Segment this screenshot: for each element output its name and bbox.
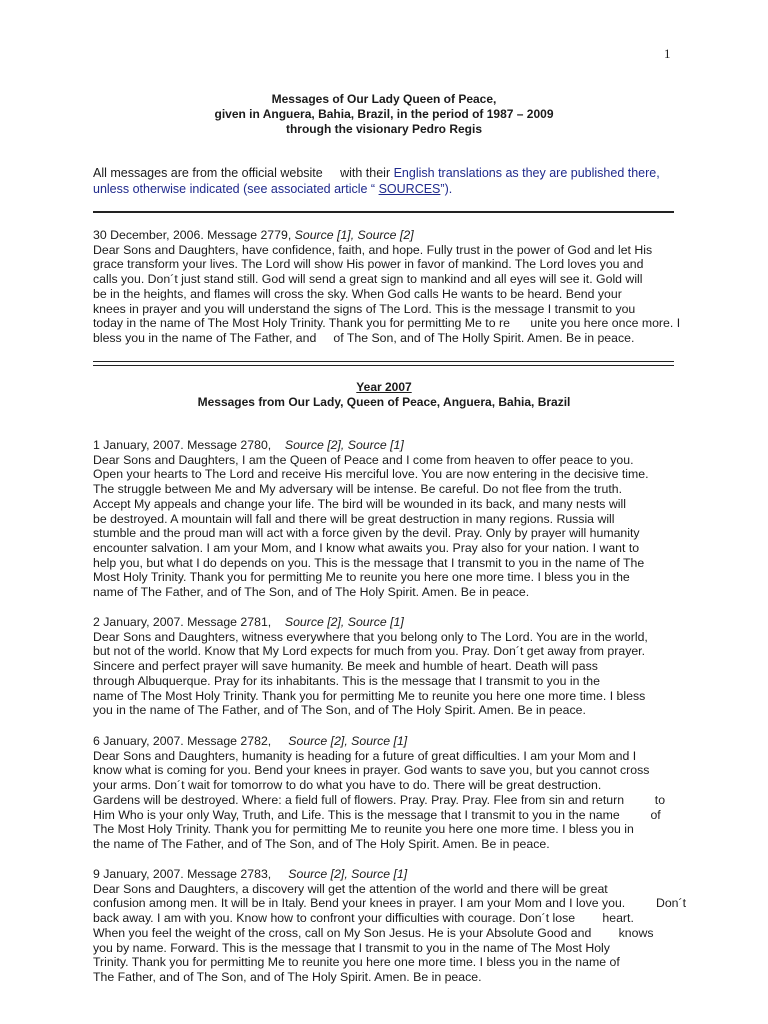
intro-text-1: All messages are from the official website with their (93, 166, 394, 180)
message-line: but not of the world. Know that My Lord expects for much from you. Pray. Don´t get away from prayer. (93, 644, 646, 659)
message-2781 (93, 615, 678, 718)
message-line: stumble and the proud man will act with a force given by the devil. Pray. Only by prayer will humanity (93, 526, 640, 541)
message-line: the name of The Father, and of The Son, and of The Holy Spirit. Amen. Be in peace. (93, 836, 550, 851)
message-line: The Father, and of The Son, and of The Holy Spirit. Amen. Be in peace. (93, 969, 482, 984)
divider-double (93, 361, 674, 366)
year-subtitle: Messages from Our Lady, Queen of Peace, Anguera, Bahia, Brazil (197, 395, 571, 409)
message-line: knees in prayer and you will understand the signs of The Lord. This is the message I transmit to you (93, 301, 636, 316)
message-line: Accept My appeals and change your life. The bird will be wounded in its back, and many nests will (93, 496, 626, 511)
message-date: 9 January, 2007. Message 2783, (93, 867, 289, 881)
title-line-1: Messages of Our Lady Queen of Peace, (271, 92, 497, 106)
intro-text-4: ”). (440, 182, 453, 196)
message-sources[interactable]: Source [1], Source [2] (294, 228, 414, 242)
message-line: help you, but what I do depends on you. This is the message that I transmit to you in the name of The (93, 555, 645, 570)
message-sources[interactable]: Source [2], Source [1] (288, 734, 408, 748)
message-line: today in the name of The Most Holy Trinity. Thank you for permitting Me to re unite you here once more. I (93, 316, 681, 331)
message-line: back away. I am with you. Know how to confront your difficulties with courage. Don´t lose heart. (93, 911, 634, 926)
message-line: Dear Sons and Daughters, a discovery will get the attention of the world and there will be great (93, 881, 608, 896)
message-line: confusion among men. It will be in Italy. Bend your knees in prayer. I am your Mom and I love you. Don´t (93, 896, 687, 911)
message-line: be in the heights, and flames will cross the sky. When God calls He wants to be heard. Bend your (93, 286, 622, 301)
message-line: calls you. Don´t just stand still. God will send a great sign to mankind and all eyes will see it. Gold will (93, 272, 643, 287)
message-2780 (93, 438, 678, 600)
message-2782 (93, 734, 678, 852)
message-line: When you feel the weight of the cross, call on My Son Jesus. He is your Absolute Good and knows (93, 925, 654, 940)
message-line: Most Holy Trinity. Thank you for permitting Me to reunite you here one more time. I bless you in the (93, 570, 630, 585)
message-line: Him Who is your only Way, Truth, and Life. This is the message that I transmit to you in the name of (93, 807, 661, 822)
message-header (93, 734, 678, 749)
message-header (93, 867, 678, 882)
message-line: name of The Most Holy Trinity. Thank you for permitting Me to reunite you here one more time. I bless (93, 688, 646, 703)
message-date: 1 January, 2007. Message 2780, (93, 438, 285, 452)
message-2783 (93, 867, 687, 985)
message-line: be destroyed. A mountain will fall and there will be great destruction in many regions. Russia will (93, 511, 615, 526)
message-line: grace transform your lives. The Lord will show His power in favor of mankind. The Lord loves you and (93, 257, 644, 272)
message-line: Gardens will be destroyed. Where: a field full of flowers. Pray. Pray. Pray. Flee from sin and return to (93, 792, 666, 807)
message-line: Dear Sons and Daughters, have confidence, faith, and hope. Fully trust in the power of God and let His (93, 242, 653, 257)
message-line: bless you in the name of The Father, and of The Son, and of The Holly Spirit. Amen. Be in peace. (93, 330, 635, 345)
message-line: The Most Holy Trinity. Thank you for permitting Me to reunite you here one more time. I bless you in (93, 822, 634, 837)
message-header (93, 228, 678, 243)
document-title (0, 92, 768, 137)
message-header (93, 615, 678, 630)
message-sources[interactable]: Source [2], Source [1] (288, 867, 408, 881)
message-line: Sincere and perfect prayer will save humanity. Be meek and humble of heart. Death will pass (93, 659, 598, 674)
message-line: The struggle between Me and My adversary will be intense. Be careful. Do not flee from the truth. (93, 482, 623, 497)
intro-text-2: English translations as they are published there, (393, 166, 660, 180)
message-date: 2 January, 2007. Message 2781, (93, 615, 285, 629)
message-line: encounter salvation. I am your Mom, and I know what awaits you. Pray also for your nation. I want to (93, 540, 640, 555)
page-number: 1 (664, 46, 671, 61)
message-line: through Albuquerque. Pray for its inhabitants. This is the message that I transmit to you in the (93, 673, 600, 688)
message-header (93, 438, 678, 453)
message-line: you by name. Forward. This is the message that I transmit to you in the name of The Most Holy (93, 940, 610, 955)
message-line: know what is coming for you. Bend your knees in prayer. God wants to save you, but you cannot cross (93, 763, 650, 778)
year-section-header (0, 380, 768, 410)
message-date: 30 December, 2006. Message 2779, (93, 228, 295, 242)
message-line: you in the name of The Father, and of The Son, and of The Holy Spirit. Amen. Be in peace. (93, 703, 586, 718)
sources-link[interactable]: SOURCES (378, 182, 441, 196)
message-2779 (93, 228, 681, 346)
year-heading: Year 2007 (356, 380, 412, 394)
message-line: Trinity. Thank you for permitting Me to reunite you here one more time. I bless you in the name of (93, 955, 620, 970)
divider-top (93, 211, 674, 213)
intro-paragraph (93, 165, 673, 197)
message-line: Dear Sons and Daughters, I am the Queen of Peace and I come from heaven to offer peace to you. (93, 452, 634, 467)
message-line: name of The Father, and of The Son, and of The Holy Spirit. Amen. Be in peace. (93, 585, 530, 600)
message-line: Dear Sons and Daughters, humanity is heading for a future of great difficulties. I am your Mom and I (93, 748, 637, 763)
title-line-2: given in Anguera, Bahia, Brazil, in the period of 1987 – 2009 (214, 107, 554, 121)
message-line: Open your hearts to The Lord and receive His merciful love. You are now entering in the decisive time. (93, 467, 649, 482)
title-line-3: through the visionary Pedro Regis (285, 122, 483, 136)
message-sources[interactable]: Source [2], Source [1] (284, 615, 404, 629)
message-sources[interactable]: Source [2], Source [1] (284, 438, 404, 452)
message-line: Dear Sons and Daughters, witness everywhere that you belong only to The Lord. You are in the world, (93, 629, 648, 644)
message-line: your arms. Don´t wait for tomorrow to do what you have to do. There will be great destruction. (93, 778, 602, 793)
message-date: 6 January, 2007. Message 2782, (93, 734, 289, 748)
intro-text-3: unless otherwise indicated (see associated article “ (93, 182, 376, 196)
